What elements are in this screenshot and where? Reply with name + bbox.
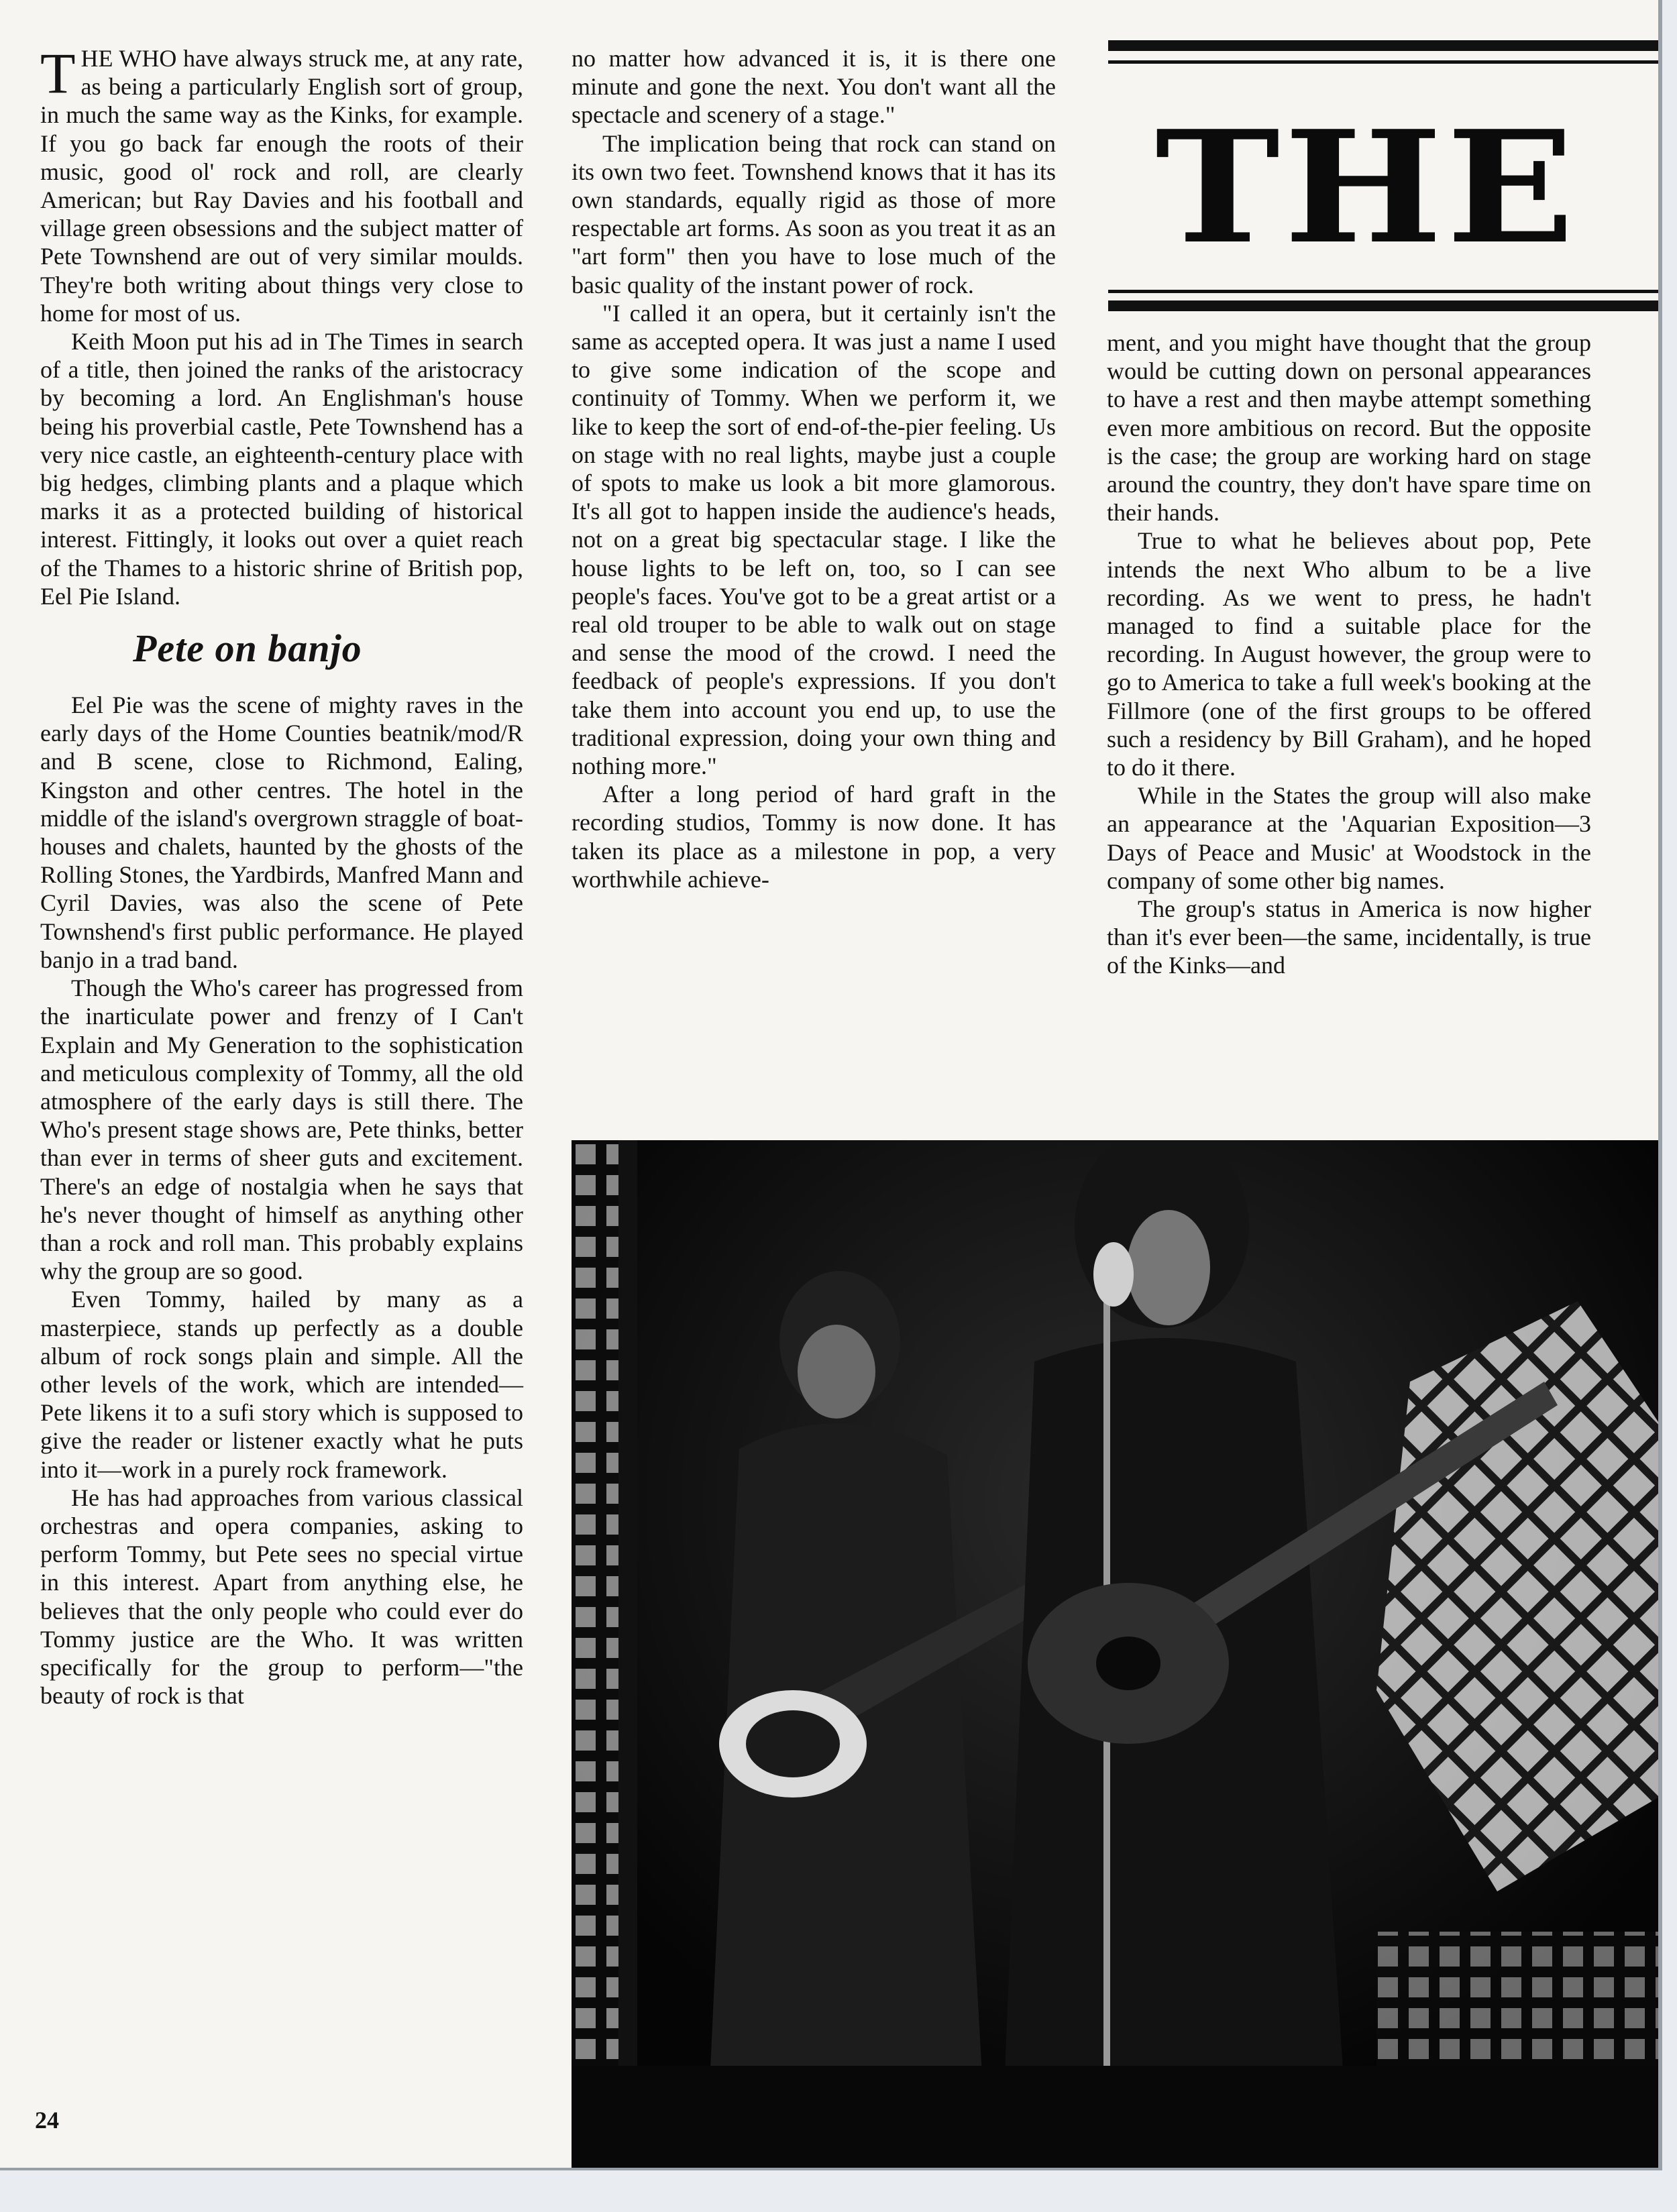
paragraph: Eel Pie was the scene of mighty raves in the early days of the Home Counties beatnik/mod/R and B scene, close to Richmond, Ealing, Kingston and other centres. The hotel in the middle of the island's overgrown straggle of boat-houses and chalets, haunted by the ghosts of the Rolling Stones, the Yardbirds, Manfred Mann and Cyril Davies, was also the scene of Pete Townshend's first public performance. He played banjo in a trad band. xyxy=(40,692,523,973)
rule-top-thin xyxy=(1108,60,1658,64)
paragraph: Even Tommy, hailed by many as a masterpiece, stands up perfectly as a double album of rock songs plain and simple. All the other levels of the work, which are intended—Pete likens it to a sufi story which is supposed to give the reader or listener exactly what he puts into it—work in a purely rock framework. xyxy=(40,1286,523,1483)
paragraph: Though the Who's career has progressed from the inarticulate power and frenzy of I Can't Explain and My Generation to the sophistication and meticulous complexity of Tommy, all the old atmosphere of the early days is still there. The Who's present stage shows are, Pete thinks, better than ever in terms of sheer guts and excitement. There's an edge of nostalgia when he says that he's never thought of himself as anything other than a rock and roll man. This probably explains why the group are so good. xyxy=(40,975,523,1285)
article-column-3 xyxy=(1107,329,1591,980)
paragraph: While in the States the group will also make an appearance at the 'Aquarian Exposition—3 Days of Peace and Music' at Woodstock in the company of some other big names. xyxy=(1107,782,1591,894)
rule-top-thick xyxy=(1108,40,1658,51)
paragraph: Keith Moon put his ad in The Times in search of a title, then joined the ranks of the aristocracy by becoming a lord. An Englishman's house being his proverbial castle, Pete Townshend has a very nice castle, an eighteenth-century place with big hedges, climbing plants and a plaque which marks it as a protected building of historical interest. Fittingly, it looks out over a quiet reach of the Thames to a historic shrine of British pop, Eel Pie Island. xyxy=(40,328,523,610)
headline-title: THE xyxy=(1155,96,1578,278)
paragraph: He has had approaches from various classical orchestras and opera companies, asking to perform Tommy, but Pete sees no special virtue in this interest. Apart from anything else, he believes that the only people who could ever do Tommy justice are the Who. It was written specifically for the group to perform—"the beauty of rock is that xyxy=(40,1484,523,1710)
rule-bottom-thin xyxy=(1108,290,1658,293)
paragraph: After a long period of hard graft in the recording studios, Tommy is now done. It has taken its place as a milestone in pop, a very worthwhile achieve- xyxy=(572,781,1056,893)
paragraph-text: HE WHO have always struck me, at any rate, as being a particularly English sort of group, in much the same way as the Kinks, for example. If you go back far enough the roots of their music, good ol' rock and roll, are clearly American; but Ray Davies and his football and village green obsessions and the subject matter of Pete Townshend are out of very similar moulds. They're both writing about things very close to home for most of us. xyxy=(40,45,523,327)
rule-bottom-thick xyxy=(1108,300,1658,311)
band-photo xyxy=(572,1140,1658,2170)
headline-box xyxy=(1108,40,1658,322)
paragraph xyxy=(40,41,523,327)
paragraph: The group's status in America is now higher than it's ever been—the same, incidentally, is true of the Kinks—and xyxy=(1107,895,1591,979)
paragraph: no matter how advanced it is, it is there one minute and gone the next. You don't want all the spectacle and scenery of a stage." xyxy=(572,45,1056,129)
subheading: Pete on banjo xyxy=(133,626,362,671)
paragraph: The implication being that rock can stand on its own two feet. Townshend knows that it has its own standards, equally rigid as those of more respectable art forms. As soon as you treat it as an "art form" then you have to lose much of the basic quality of the instant power of rock. xyxy=(572,129,1056,298)
paragraph: True to what he believes about pop, Pete intends the next Who album to be a live recording. As we went to press, he hadn't managed to find a suitable place for the recording. In August however, the group were to go to America to take a full week's booking at the Fillmore (one of the first groups to be offered such a residency by Bill Graham), and he hoped to do it there. xyxy=(1107,527,1591,781)
page-number: 24 xyxy=(35,2107,59,2134)
paragraph: "I called it an opera, but it certainly isn't the same as accepted opera. It was just a name I used to give some indication of the scope and continuity of Tommy. When we perform it, we like to keep the sort of end-of-the-pier feeling. Us on stage with no real lights, maybe just a couple of spots to make us look a bit more glamorous. It's all got to happen inside the audience's heads, not on a great big spectacular stage. I like the house lights to be left on, too, so I can see people's faces. You've got to be a great artist or a real old trouper to be able to walk out on stage and sense the mood of the crowd. I need the feedback of people's expressions. If you don't take them into account you end up, to use the traditional expression, doing your own thing and nothing more." xyxy=(572,299,1056,780)
article-column-1 xyxy=(40,41,523,1710)
drop-cap: T xyxy=(40,41,76,105)
paragraph: ment, and you might have thought that the group would be cutting down on personal appearances to have a rest and then maybe attempt something even more ambitious on record. But the opposite is the case; the group are working hard on stage around the country, they don't have spare time on their hands. xyxy=(1107,329,1591,527)
article-column-2 xyxy=(572,44,1056,893)
